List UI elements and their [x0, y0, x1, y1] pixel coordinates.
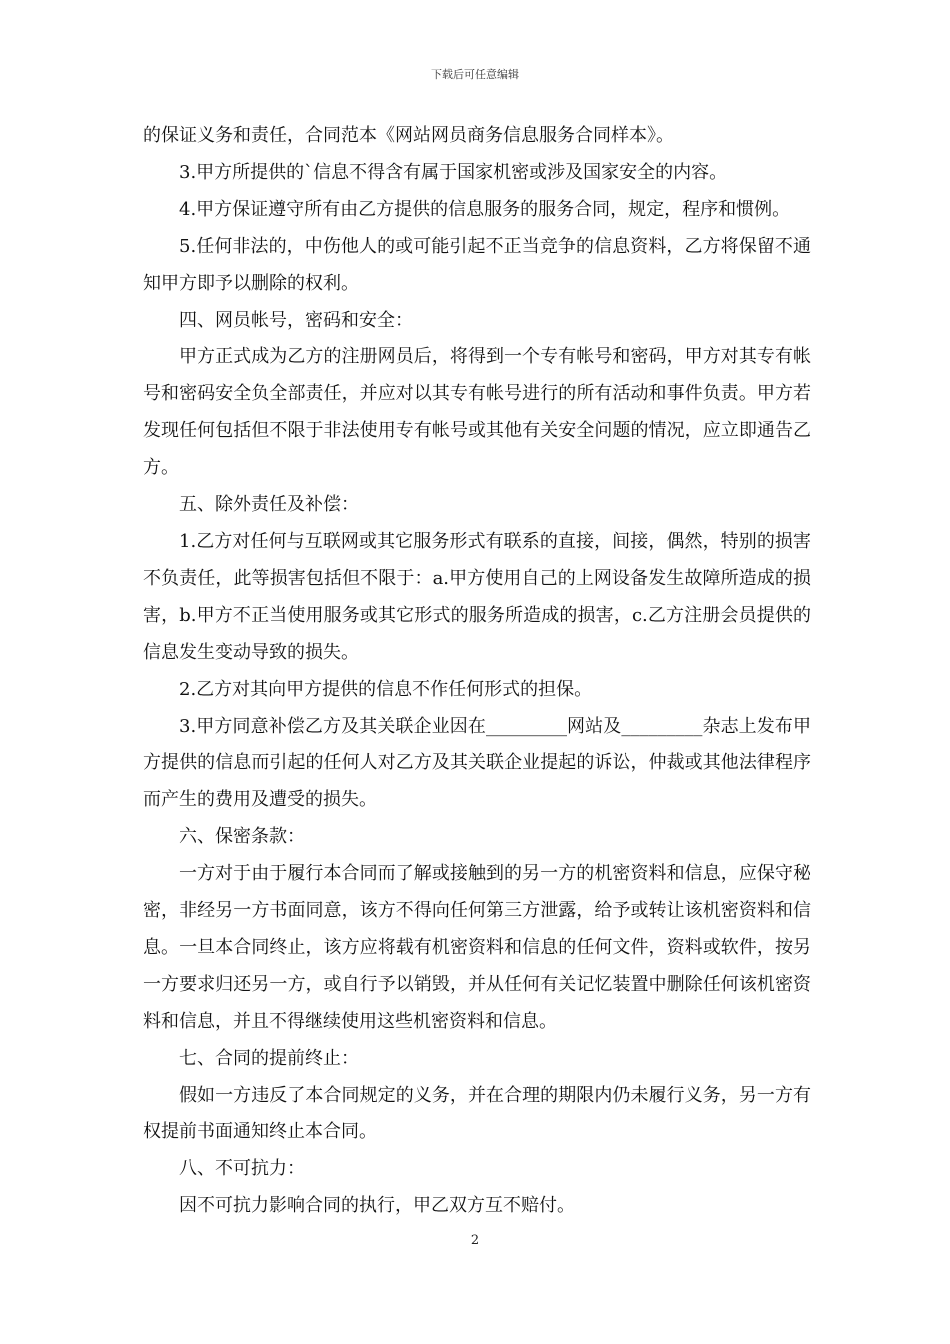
- paragraph-continuation: 的保证义务和责任，合同范本《网站网员商务信息服务合同样本》。: [143, 125, 674, 146]
- section-heading-4: 四、网员帐号，密码和安全：: [179, 309, 413, 331]
- section-4-body: 甲方正式成为乙方的注册网员后，将得到一个专有帐号和密码，甲方对其专有帐号和密码安全负全部责任，并应对以其专有帐号进行的所有活动和事件负责。甲方若发现任何包括但不限于非法使用专有帐号或其他有关安全问题的情况，应立即通告乙方。: [143, 346, 811, 479]
- page-header: 下载后可任意编辑: [431, 68, 519, 81]
- document-body: [143, 118, 811, 1225]
- page-number: 2: [470, 1233, 480, 1248]
- section-heading-7: 七、合同的提前终止：: [179, 1047, 359, 1069]
- section-heading-5: 五、除外责任及补偿：: [179, 494, 359, 516]
- clause-5-1: 1.乙方对任何与互联网或其它服务形式有联系的直接，间接，偶然，特别的损害不负责任，此等损害包括但不限于：a.甲方使用自己的上网设备发生故障所造成的损害，b.甲方不正当使用服务或其它形式的服务所造成的损害，c.乙方注册会员提供的信息发生变动导致的损失。: [143, 530, 811, 663]
- section-heading-8: 八、不可抗力：: [179, 1158, 305, 1180]
- section-8-body: 因不可抗力影响合同的执行，甲乙双方互不赔付。: [179, 1195, 575, 1217]
- section-7-body: 假如一方违反了本合同规定的义务，并在合理的期限内仍未履行义务，另一方有权提前书面通知终止本合同。: [143, 1084, 811, 1143]
- clause-5-3: 3.甲方同意补偿乙方及其关联企业因在_________网站及_________杂志上发布甲方提供的信息而引起的任何人对乙方及其关联企业提起的诉讼，仲裁或其他法律程序而产生的费用及遭受的损失。: [143, 715, 811, 811]
- clause-3-5: 5.任何非法的，中伤他人的或可能引起不正当竞争的信息资料，乙方将保留不通知甲方即予以删除的权利。: [143, 235, 811, 294]
- clause-3-4: 4.甲方保证遵守所有由乙方提供的信息服务的服务合同，规定，程序和惯例。: [179, 198, 791, 220]
- clause-5-2: 2.乙方对其向甲方提供的信息不作任何形式的担保。: [179, 678, 593, 700]
- clause-3-3: 3.甲方所提供的`信息不得含有属于国家机密或涉及国家安全的内容。: [179, 161, 728, 183]
- section-heading-6: 六、保密条款：: [179, 826, 305, 848]
- section-6-body: 一方对于由于履行本合同而了解或接触到的另一方的机密资料和信息，应保守秘密，非经另一方书面同意，该方不得向任何第三方泄露，给予或转让该机密资料和信息。一旦本合同终止，该方应将载有机密资料和信息的任何文件，资料或软件，按另一方要求归还另一方，或自行予以销毁，并从任何有关记忆装置中删除任何该机密资料和信息，并且不得继续使用这些机密资料和信息。: [143, 863, 811, 1032]
